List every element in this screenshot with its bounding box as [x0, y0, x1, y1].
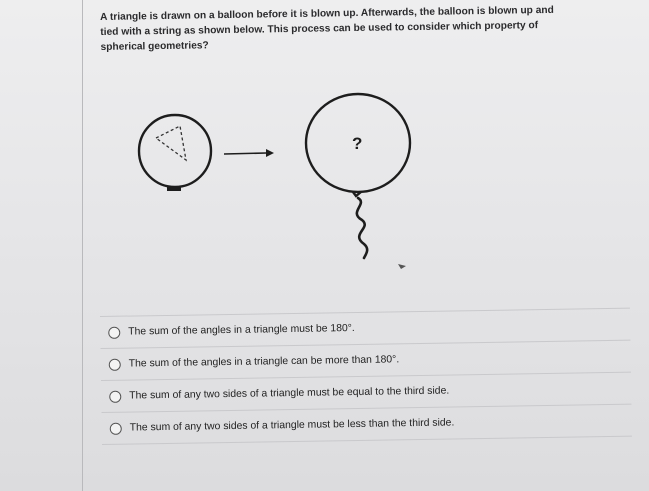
unknown-label: ? — [352, 134, 363, 153]
choice-label: The sum of the angles in a triangle can be more than 180°. — [128, 354, 400, 370]
large-balloon — [306, 94, 410, 196]
choice-label: The sum of the angles in a triangle must be 180°. — [128, 323, 355, 338]
choice-label: The sum of any two sides of a triangle must be less than the third side. — [129, 417, 455, 434]
arrow-right-icon — [224, 149, 274, 157]
radio-button-icon[interactable] — [109, 390, 121, 402]
radio-button-icon[interactable] — [109, 358, 121, 370]
radio-button-icon[interactable] — [110, 422, 122, 434]
dashed-triangle — [156, 126, 186, 160]
left-margin-line — [82, 0, 83, 491]
question-text: A triangle is drawn on a balloon before it is blown up. Afterwards, the balloon is blown up and tied with a string as shown below. This process can be used to consider which property of spherical geometries? — [100, 4, 554, 53]
balloon-string — [357, 198, 367, 258]
answer-choices — [100, 308, 632, 445]
radio-button-icon[interactable] — [108, 326, 120, 338]
small-balloon — [139, 115, 211, 191]
choice-label: The sum of any two sides of a triangle must be equal to the third side. — [129, 385, 450, 402]
mouse-cursor-icon — [398, 264, 406, 269]
balloon-diagram — [120, 88, 440, 288]
